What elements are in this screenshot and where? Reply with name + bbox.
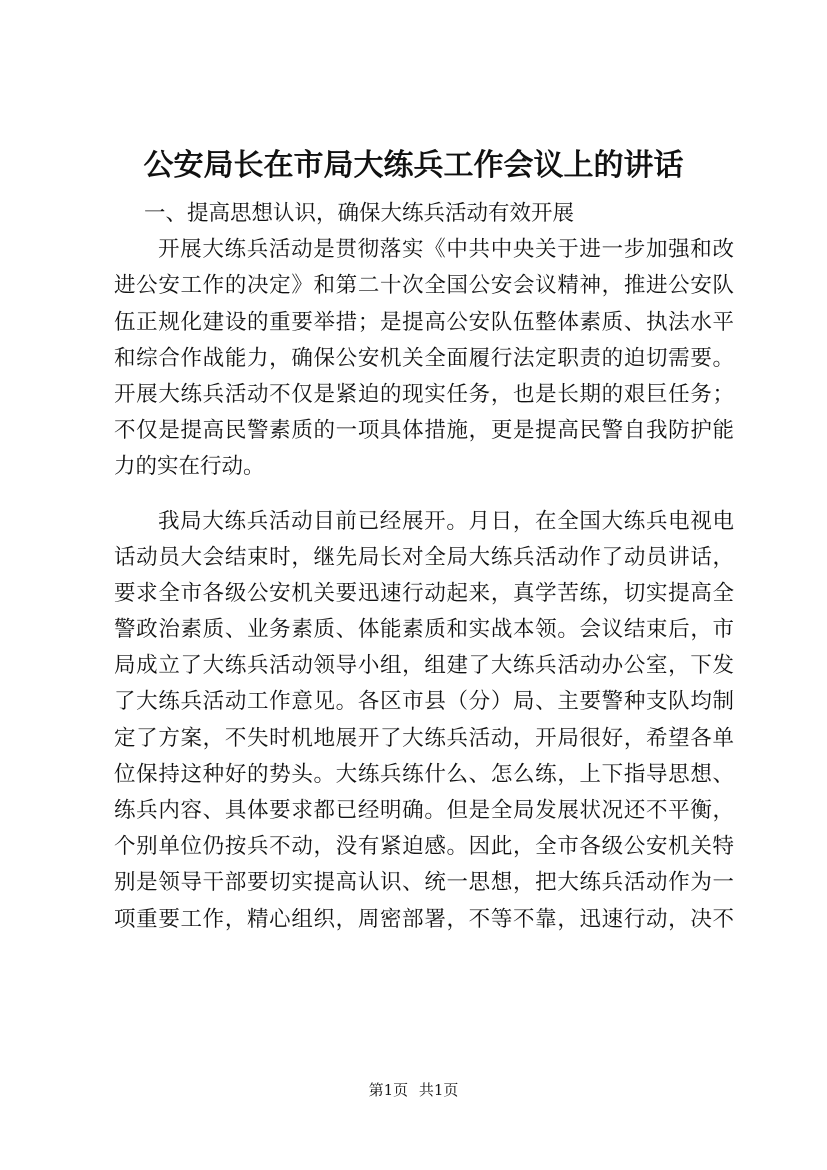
paragraph-line: 我局大练兵活动目前已经展开。月日，在全国大练兵电视电 (158, 508, 734, 534)
paragraph-line: 局成立了大练兵活动领导小组，组建了大练兵活动办公室，下发 (114, 653, 734, 679)
paragraph-line: 个别单位仍按兵不动，没有紧迫感。因此，全市各级公安机关特 (114, 834, 734, 860)
paragraph-line: 进公安工作的决定》和第二十次全国公安会议精神，推进公安队 (114, 273, 734, 299)
paragraph-line: 要求全市各级公安机关要迅速行动起来，真学苦练，切实提高全 (114, 580, 734, 606)
paragraph-line: 不仅是提高民警素质的一项具体措施，更是提高民警自我防护能 (114, 418, 734, 444)
page-footer (0, 1080, 827, 1100)
paragraph-line: 别是领导干部要切实提高认识、统一思想，把大练兵活动作为一 (114, 870, 734, 896)
paragraph-line: 力的实在行动。 (114, 454, 265, 480)
paragraph-line: 话动员大会结束时，继先局长对全局大练兵活动作了动员讲话， (114, 544, 734, 570)
section-heading: 一、提高思想认识，确保大练兵活动有效开展 (144, 201, 575, 226)
document-body (114, 196, 734, 938)
paragraph-line: 和综合作战能力，确保公安机关全面履行法定职责的迫切需要。 (114, 345, 734, 371)
paragraph-line: 位保持这种好的势头。大练兵练什么、怎么练，上下指导思想、 (114, 761, 734, 787)
paragraph-line: 开展大练兵活动是贯彻落实《中共中央关于进一步加强和改 (158, 237, 734, 263)
paragraph-line: 伍正规化建设的重要举措；是提高公安队伍整体素质、执法水平 (114, 309, 734, 335)
paragraph-line: 警政治素质、业务素质、体能素质和实战本领。会议结束后，市 (114, 617, 734, 643)
paragraph-gap (114, 486, 734, 504)
page-number-label: 第1页 (368, 1081, 409, 1099)
paragraph-line: 开展大练兵活动不仅是紧迫的现实任务，也是长期的艰巨任务； (114, 381, 734, 407)
document-title: 公安局长在市局大练兵工作会议上的讲话 (143, 148, 684, 183)
paragraph-line: 了大练兵活动工作意见。各区市县（分）局、主要警种支队均制 (114, 689, 734, 715)
paragraph-line: 定了方案，不失时机地展开了大练兵活动，开局很好，希望各单 (114, 725, 734, 751)
paragraph-line: 练兵内容、具体要求都已经明确。但是全局发展状况还不平衡， (114, 798, 734, 823)
page-total-label: 共1页 (418, 1081, 459, 1099)
paragraph-line: 项重要工作，精心组织，周密部署，不等不靠，迅速行动，决不 (114, 906, 734, 932)
